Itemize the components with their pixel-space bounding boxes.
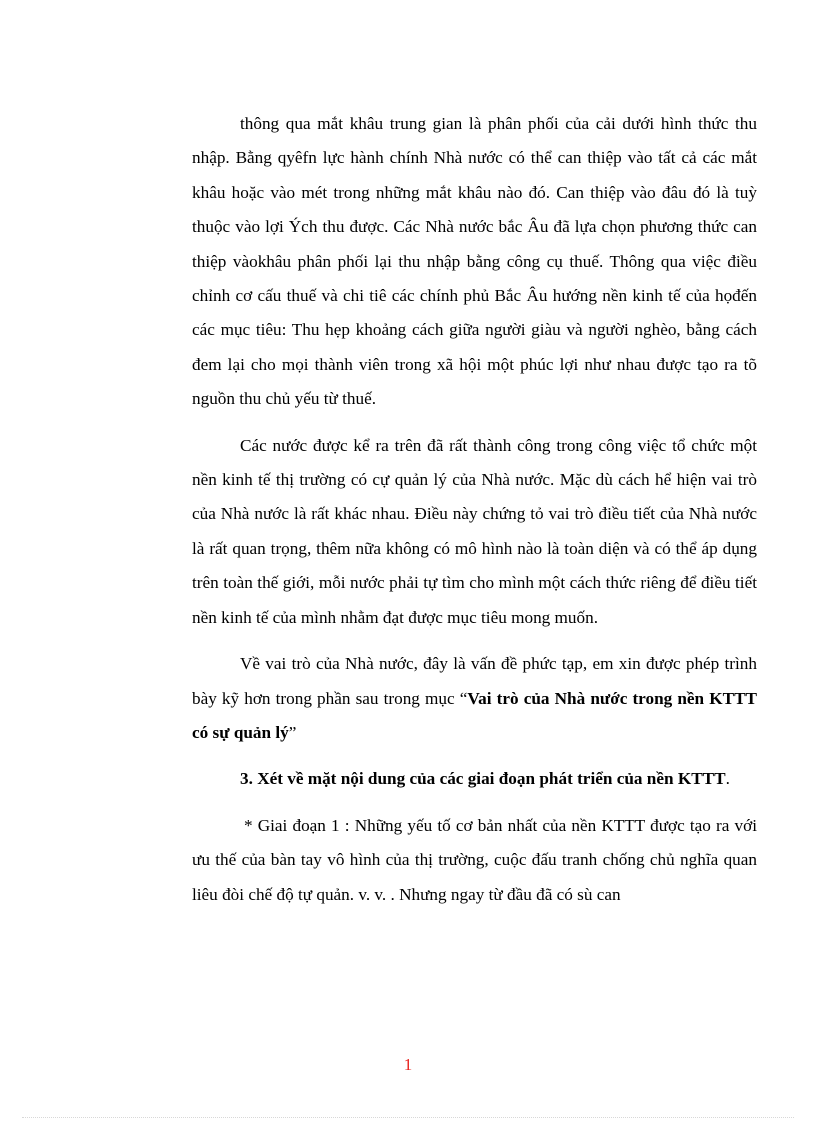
closing-quote: ” [288,722,297,742]
document-body [192,107,757,912]
page-bottom-divider [22,1117,794,1118]
section-heading-period: . [725,769,730,789]
paragraph-stage-1: * Giai đoạn 1 : Những yếu tố cơ bản nhất của nền KTTT được tạo ra với ưu thế của bàn tay vô hình của thị trường, cuộc đấu tranh chống chủ nghĩa quan liêu đòi chế độ tự quản. v. v. . Nhưng ngay từ đầu đã có sù can [192,815,757,904]
section-reference-title: Vai trò của Nhà nước trong nền KTTT có sự quản lý [192,688,757,742]
paragraph-income-redistribution: thông qua mắt khâu trung gian là phân phối của cải dưới hình thức thu nhập. Bằng qyêfn lực hành chính Nhà nước có thể can thiệp vào tất cả các mắt khâu hoặc vào mét trong những mắt khâu nào đó. Can thiệp vào đâu đó là tuỳ thuộc vào lợi Ých thu được. Các Nhà nước bắc Âu đã lựa chọn phương thức can thiệp vàokhâu phân phối lại thu nhập bằng công cụ thuế. Thông qua việc điều chỉnh cơ cấu thuế và chi tiê các chính phủ Bắc Âu hướng nền kinh tế của họđến các mục tiêu: Thu hẹp khoảng cách giữa người giàu và người nghèo, bằng cách đem lại cho mọi thành viên trong xã hội một phúc lợi như nhau được tạo ra tõ nguồn thu chủ yếu từ thuế. [192,114,757,409]
page-number: 1 [403,1055,413,1074]
section-heading-text: 3. Xét về mặt nội dung của các giai đoạn phát triển của nền KTTT [240,769,726,789]
section-heading [192,762,757,796]
paragraph-state-role-text: Về vai trò của Nhà nước, đây là vấn đề phức tạp, em xin được phép trình bày kỹ hơn trong phần sau trong mục “ [192,654,757,708]
paragraph-successful-countries: Các nước được kể ra trên đã rất thành công trong công việc tổ chức một nền kinh tế thị trường có cự quản lý của Nhà nước. Mặc dù cách hể hiện vai trò của Nhà nước là rất khác nhau. Điều này chứng tỏ vai trò điều tiết của Nhà nước là rất quan trọng, thêm nữa không có mô hình nào là toàn diện và có thể áp dụng trên toàn thế giới, mỗi nước phải tự tìm cho mình một cách thức riêng để điều tiết nền kinh tế của mình nhằm đạt được mục tiêu mong muốn. [192,435,757,627]
paragraph-state-role [192,647,757,750]
